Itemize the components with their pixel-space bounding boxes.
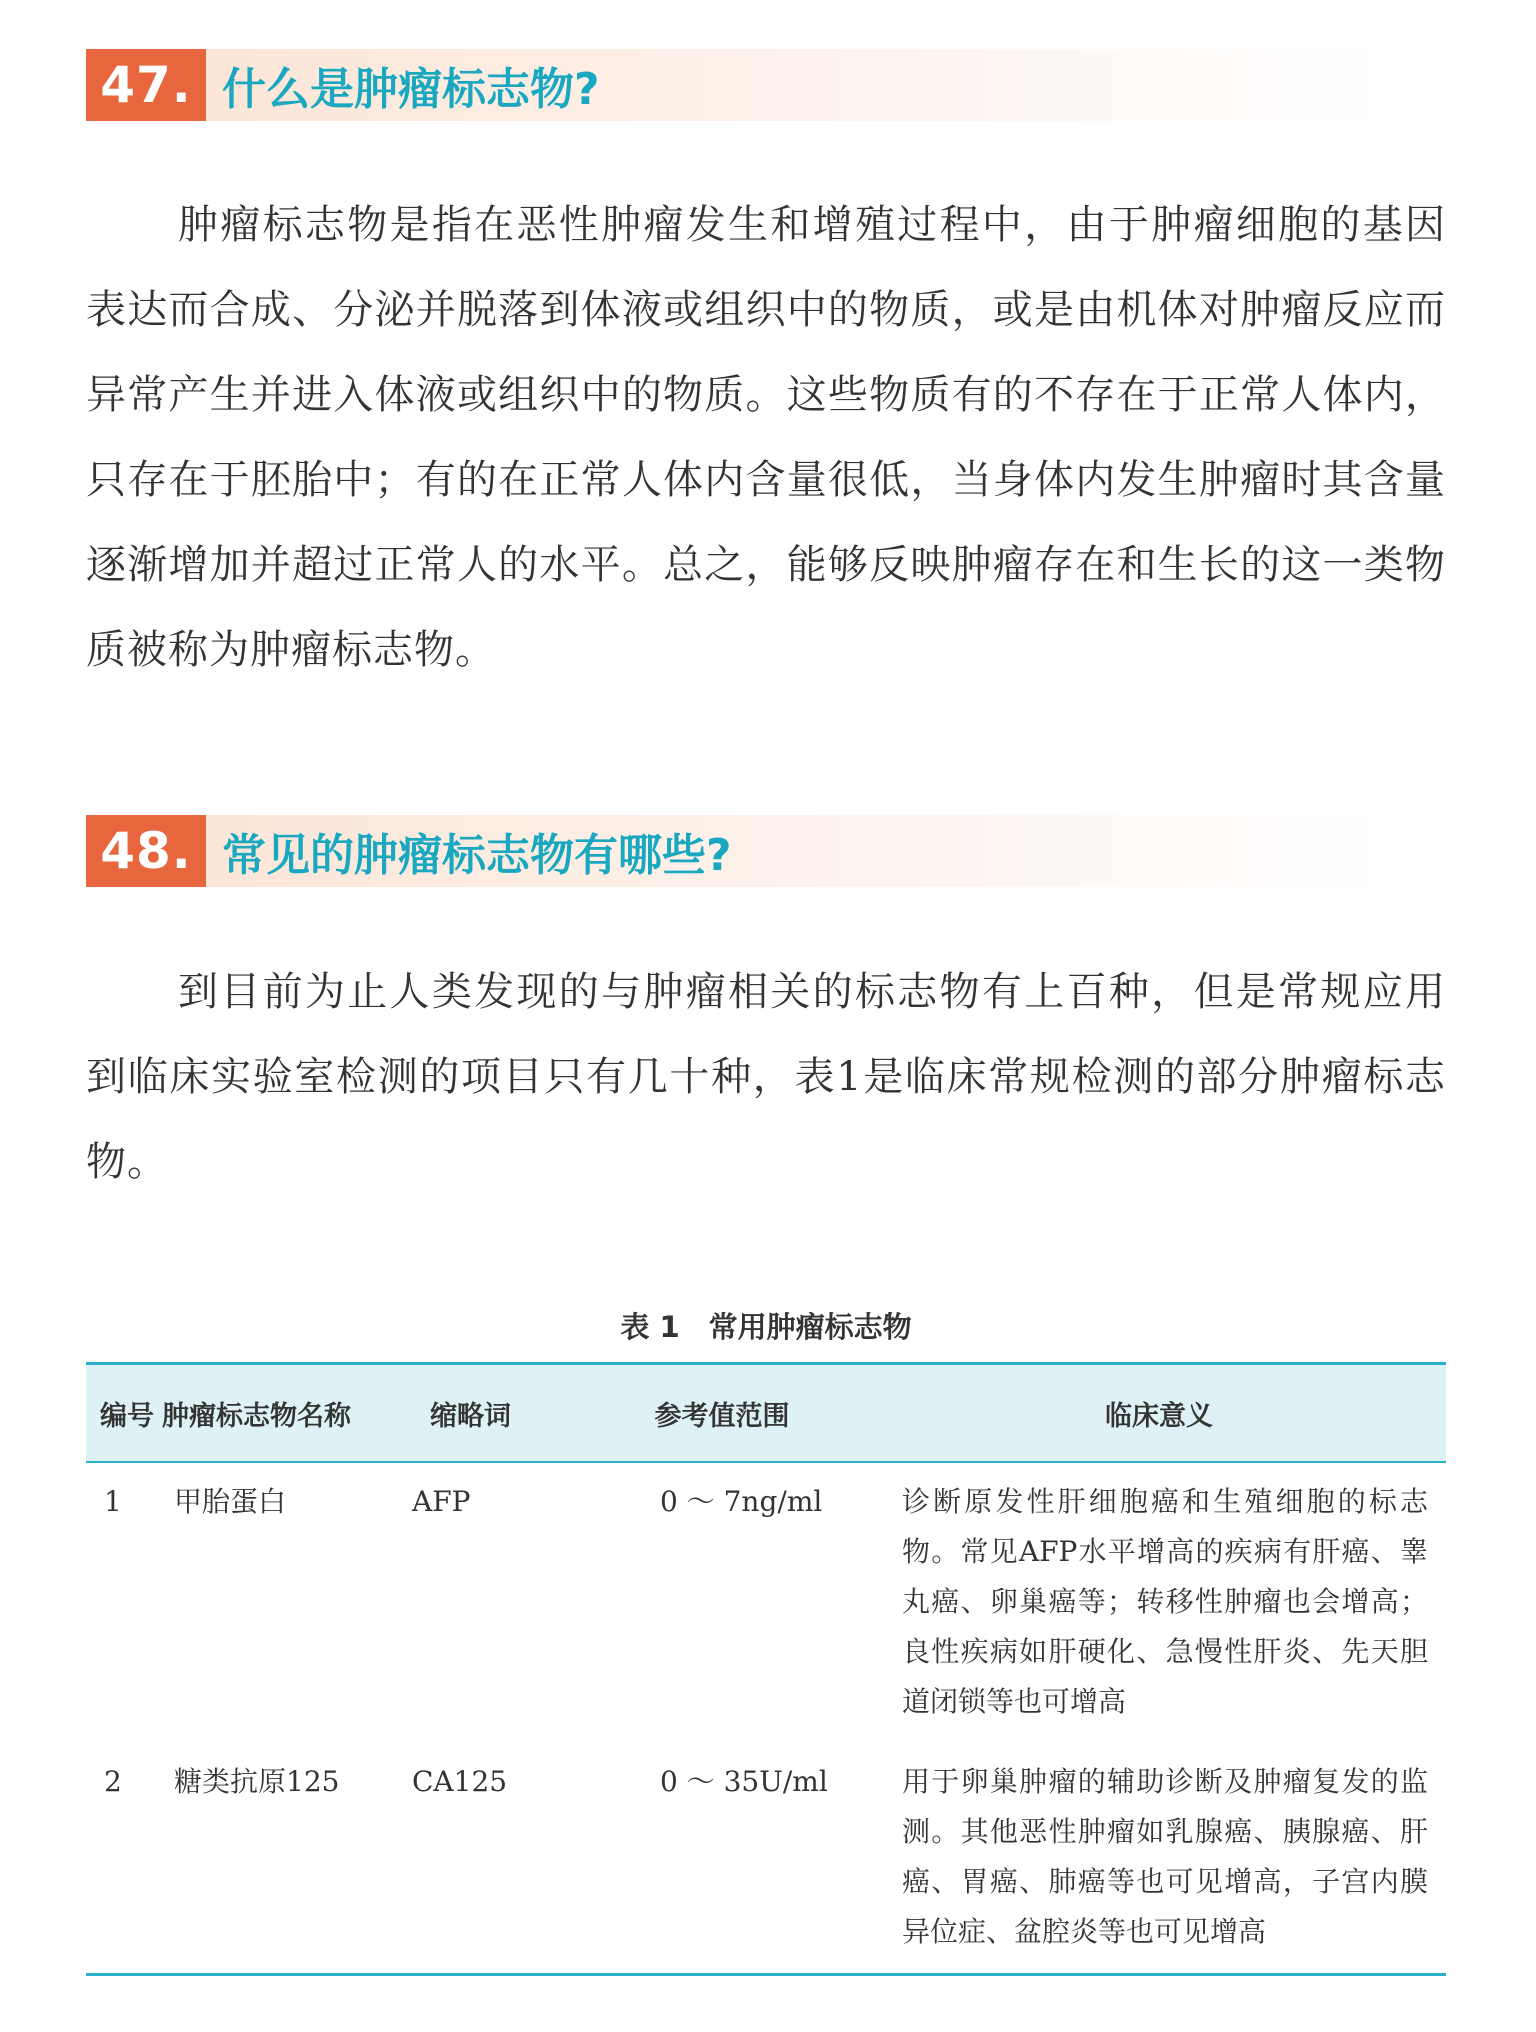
section-number: 48. bbox=[86, 815, 206, 887]
tumor-marker-table bbox=[86, 1362, 1446, 1976]
cell-no: 2 bbox=[86, 1743, 162, 1975]
cell-range: 0 ～ 7ng/ml bbox=[660, 1485, 823, 1518]
cell-abbr: CA125 bbox=[412, 1743, 572, 1975]
header-name: 肿瘤标志物名称 bbox=[162, 1364, 412, 1463]
header-abbr: 缩略词 bbox=[412, 1364, 572, 1463]
cell-range: 0 ～ 35U/ml bbox=[572, 1743, 872, 1975]
header-meaning: 临床意义 bbox=[872, 1364, 1446, 1463]
table-row bbox=[86, 1462, 1446, 1743]
header-no: 编号 bbox=[86, 1364, 162, 1463]
cell-meaning: 诊断原发性肝细胞癌和生殖细胞的标志物。常见AFP水平增高的疾病有肝癌、睾丸癌、卵巢癌等；转移性肿瘤也会增高；良性疾病如肝硬化、急慢性肝炎、先天胆道闭锁等也可增高 bbox=[902, 1485, 1428, 1718]
table-row bbox=[86, 1743, 1446, 1975]
cell-name: 甲胎蛋白 bbox=[174, 1485, 287, 1518]
cell-abbr: AFP bbox=[412, 1485, 471, 1518]
section-title: 常见的肿瘤标志物有哪些? bbox=[222, 830, 732, 881]
header-range: 参考值范围 bbox=[572, 1364, 872, 1463]
cell-meaning: 用于卵巢肿瘤的辅助诊断及肿瘤复发的监测。其他恶性肿瘤如乳腺癌、胰腺癌、肝癌、胃癌、肺癌等也可见增高，子宫内膜异位症、盆腔炎等也可见增高 bbox=[872, 1743, 1446, 1975]
section-48-paragraph: 到目前为止人类发现的与肿瘤相关的标志物有上百种，但是常规应用到临床实验室检测的项目只有几十种，表1是临床常规检测的部分肿瘤标志物。 bbox=[86, 969, 1446, 1185]
section-47-header bbox=[86, 49, 1386, 121]
cell-no: 1 bbox=[104, 1485, 122, 1518]
section-48-header bbox=[86, 815, 1386, 887]
cell-name: 糖类抗原125 bbox=[162, 1743, 412, 1975]
table-header-row bbox=[86, 1364, 1446, 1463]
section-number: 47. bbox=[86, 49, 206, 121]
table-caption: 表 1 常用肿瘤标志物 bbox=[620, 1310, 912, 1344]
section-title: 什么是肿瘤标志物? bbox=[222, 64, 600, 115]
section-47-paragraph: 肿瘤标志物是指在恶性肿瘤发生和增殖过程中，由于肿瘤细胞的基因表达而合成、分泌并脱落到体液或组织中的物质，或是由机体对肿瘤反应而异常产生并进入体液或组织中的物质。这些物质有的不存在于正常人体内，只存在于胚胎中；有的在正常人体内含量很低，当身体内发生肿瘤时其含量逐渐增加并超过正常人的水平。总之，能够反映肿瘤存在和生长的这一类物质被称为肿瘤标志物。 bbox=[86, 202, 1446, 673]
